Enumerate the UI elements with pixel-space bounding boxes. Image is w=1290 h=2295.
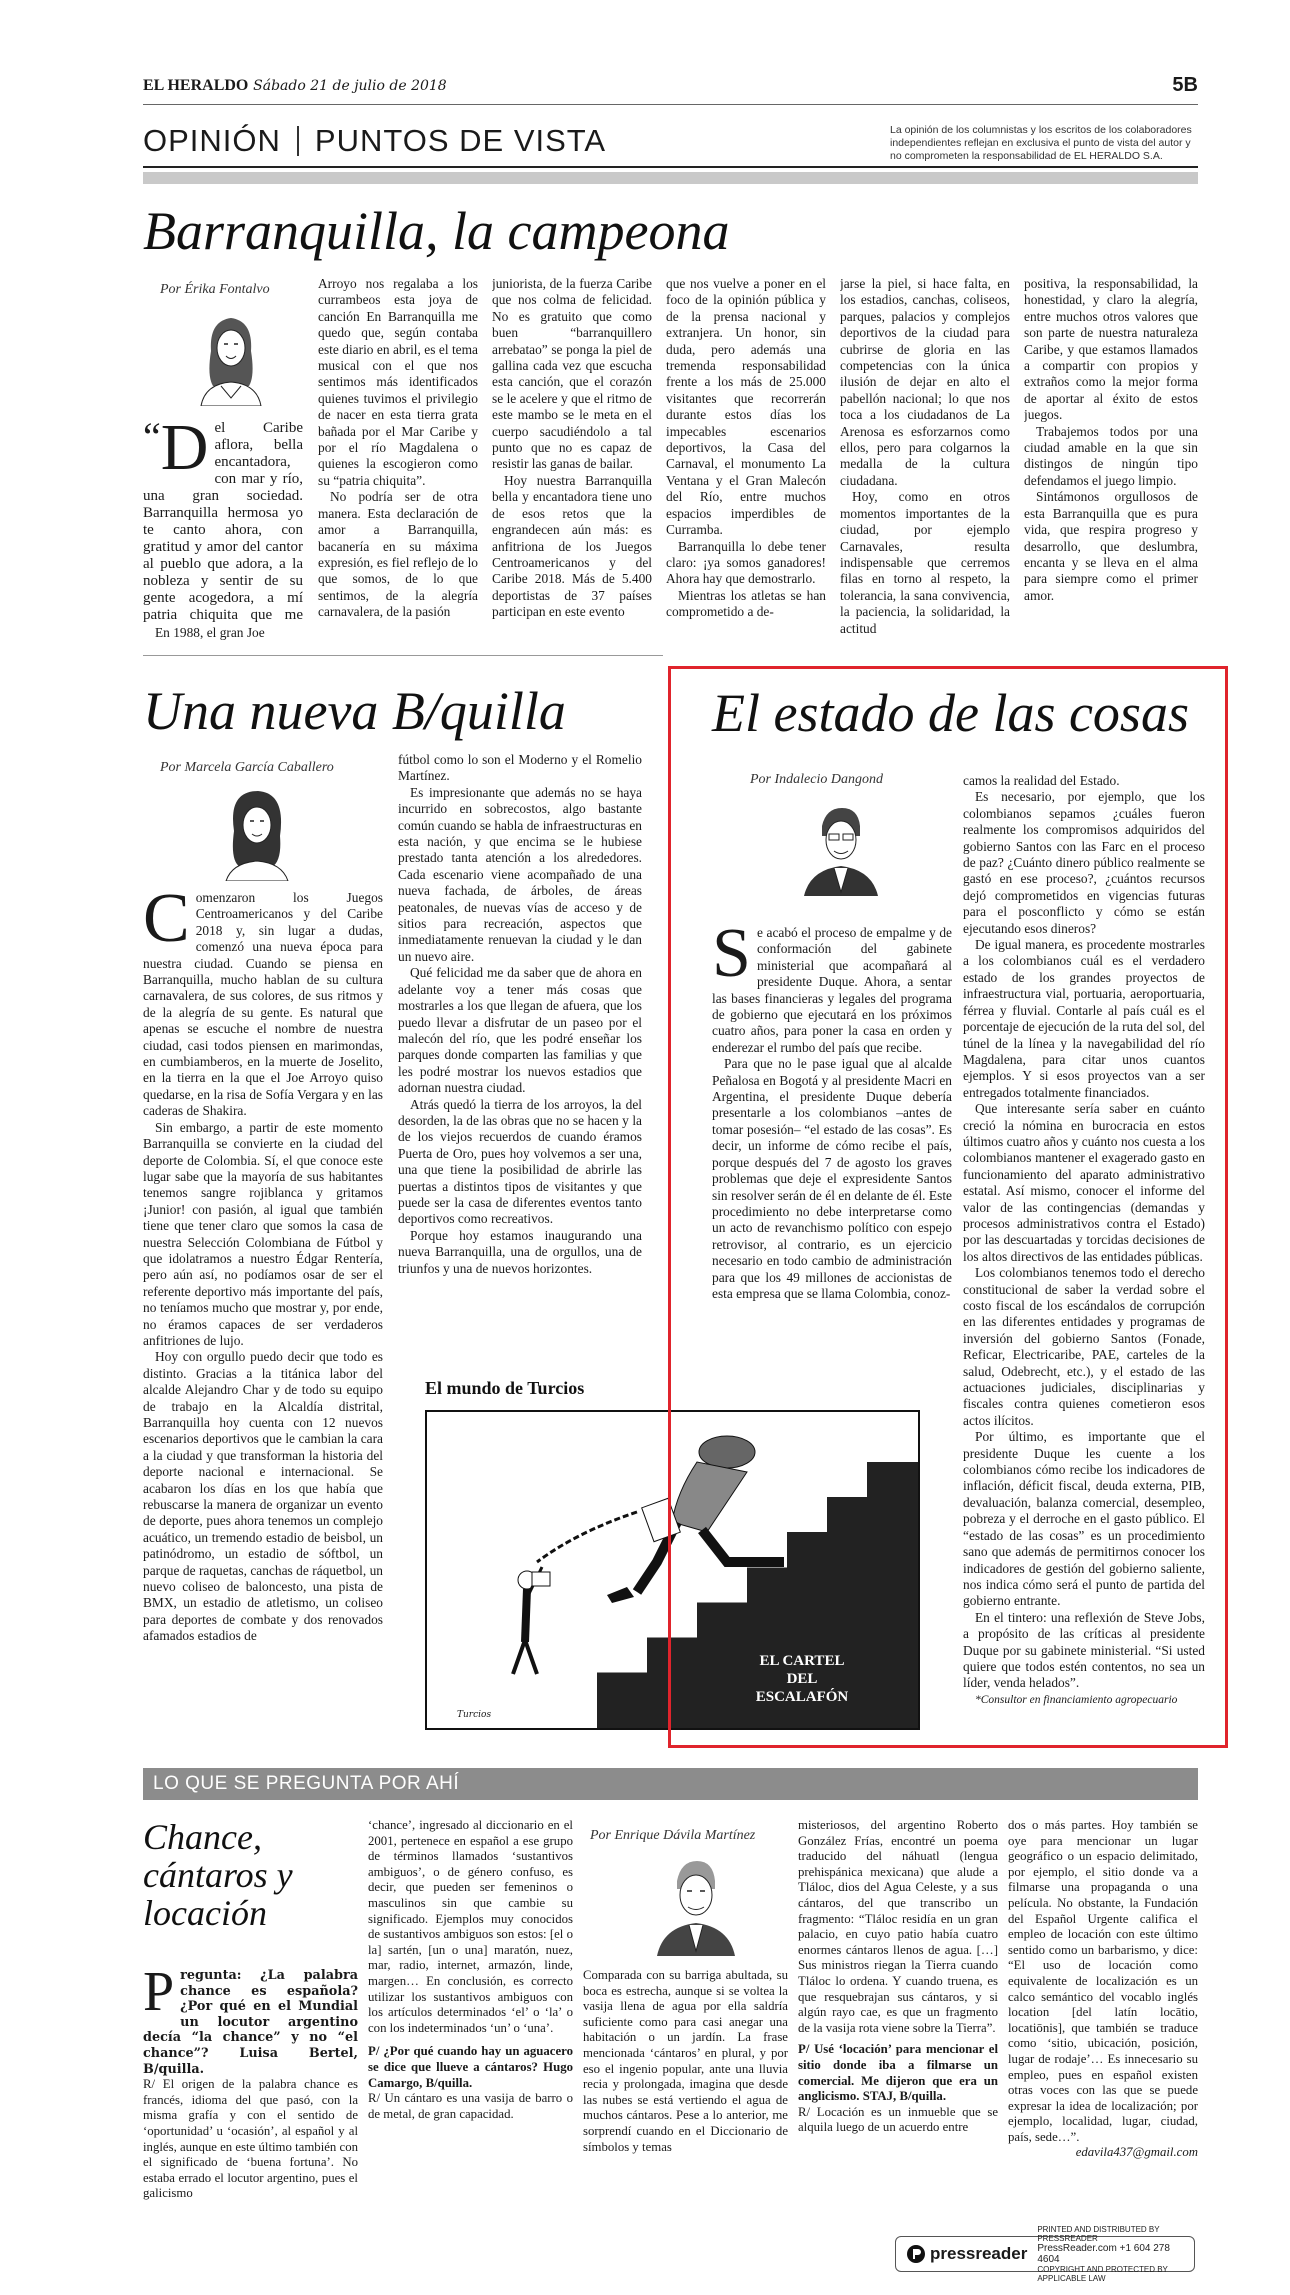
paragraph: jarse la piel, si hace falta, en los estadios, canchas, coliseos, parques, palacios y complejos deportivos de la ciudad para cubrirse de gloria en las competencias con la única ilusión de dejar en alto el pabellón nacional; lo que nos toca a los ciudadanos de La Arenosa es esforzarnos como ellos, pero para colgarnos la medalla de la cultura ciudadana. (840, 276, 1010, 488)
question: regunta: ¿La palabra chance es española? ¿Por qué en el Mundial un locutor argentino decía “la chance” y no “el chance”? Luisa Bertel, B/quilla. (143, 1968, 358, 2077)
paragraph: Los colombianos tenemos todo el derecho constitucional de saber la verdad sobre el costo fiscal de los escándalos de corrupción en las diferentes entidades y programas de inversión del gobierno Santos (Fonade, Reficar, Electricaribe, PAE, carteles de la salud, Odebrecht, etc.), y el estado de las actuaciones judiciales, disciplinarias y fiscales contra quienes cometieron esos actos ilícitos. (963, 1265, 1205, 1428)
paragraph: De igual manera, es procedente mostrarles a los colombianos cuál es el verdadero estado de los grandes proyectos de infraestructura vial, portuaria, aeroportuaria, férrea y fluvial. Contarle al país cuál es el porcentaje de ejecución de la ruta del sol, del túnel de la línea y la navegabilidad del río Magdalena, para citar unos cuantos ejemplos. Y si esos proyectos van a ser entregados totalmente financiados. (963, 937, 1205, 1100)
section-disclaimer: La opinión de los columnistas y los escritos de los colaboradores independientes reflejan en exclusiva el punto de vista del autor y no comprometen la responsabilidad de EL HERALDO S.A. (890, 124, 1192, 162)
pressreader-line: PressReader.com +1 604 278 4604 (1037, 2243, 1170, 2265)
lower-col5 (1008, 1818, 1198, 2228)
paragraph: omenzaron los Juegos Centroamericanos y del Caribe 2018 y, sin lugar a dudas, comenzó una nueva época para nuestra ciudad. Cuando se piensa en Barranquilla, mucho hablan de su cultura carnavalera, de sus colores, de sus ritmos y de la alegría de su gente. Es natural que apenas se escuche el nombre de nuestra ciudad, casi todos piensen en marimondas, en cumbiamberos, en la muerte de Joselito, en la tierra en la que el Joe Arroyo quiso quedarse, en la risa de Sofía Vergara y en las caderas de Shakira. (143, 890, 383, 1119)
article1-col4 (666, 276, 826, 646)
pressreader-info (1037, 2225, 1194, 2283)
article1-col3 (492, 276, 652, 646)
paragraph: Sintámonos orgullosos de esta Barranquilla que es pura vida, que respira progreso y desarrollo, que deslumbra, encanta y se lleva en el alma para siempre como el primer amor. (1024, 489, 1198, 603)
author-note: *Consultor en financiamiento agropecuario (975, 1693, 1178, 1706)
article3-col1 (712, 925, 952, 1725)
article-divider (143, 655, 663, 656)
sign-line: ESCALAFÓN (755, 1689, 849, 1705)
paragraph: Hoy, como en otros momentos importantes de la ciudad, por ejemplo Carnavales, resulta indispensable que cerremos filas en torno al respeto, la tolerancia, la sana convivencia, la paciencia, la solidaridad, la actitud (840, 489, 1010, 636)
page-number: 5B (1172, 74, 1198, 96)
publication-name: EL HERALDO (143, 77, 249, 94)
answer: R/ El origen de la palabra chance es francés, idioma del que pasó, con la misma grafía y con el sentido de ‘oportunidad’ u ‘ocasión’, al español y al inglés, aunque en este último también con el significado de ‘buena fortuna’. No estaba errado el locutor argentino, pues el galicismo (143, 2077, 358, 2201)
headline-line: cántaros y (143, 1855, 293, 1895)
pressreader-badge[interactable] (895, 2225, 1195, 2283)
article3-headline: El estado de las cosas (712, 683, 1189, 743)
headline-line: locación (143, 1893, 267, 1933)
answer: R/ Locación es un inmueble que se alquila luego de un acuerdo entre (798, 2104, 998, 2135)
paragraph: Porque hoy estamos inaugurando una nueva Barranquilla, una de orgullos, una de triunfos y una de nuevos horizontes. (398, 1227, 642, 1276)
paragraph: Es necesario, por ejemplo, que los colombianos sepamos ¿cuáles fueron realmente los compromisos adquiridos del gobierno Santos con las Farc en el proceso de paz? ¿Cuánto dinero público realmente se gastó en ese proceso?, ¿cuántos recursos dejó comprometidos en vigencias futuras para el posconflicto y cómo se están ejecutando esos dineros? (963, 789, 1205, 936)
author-portrait-indalecio (795, 795, 885, 895)
article1-col2 (318, 276, 478, 646)
cartoon-signature: Turcios (457, 1710, 492, 1720)
article3-byline: Por Indalecio Dangond (750, 772, 883, 787)
lower-col2 (368, 1818, 573, 2268)
article1-headline: Barranquilla, la campeona (143, 201, 730, 261)
author-portrait-enrique (650, 1850, 740, 1955)
article2-col2 (398, 752, 642, 1292)
quote-mark: “ (143, 420, 161, 459)
article2-dropcap: C (143, 890, 190, 957)
article1-col6 (1024, 276, 1198, 646)
question: P/ Usé ‘locación’ para mencionar el sitio donde iba a filmarse un comercial. Me dijeron que era un anglicismo. STAJ, B/quilla. (798, 2042, 998, 2104)
paragraph: Mientras los atletas se han comprometido a de- (666, 587, 826, 620)
paragraph: Por último, es importante que el presidente Duque les cuente a los colombianos cómo recibe los indicadores de inflación, déficit fiscal, deuda externa, PIB, devaluación, balanza comercial, desempleo, pobreza y el derroche en el gasto público. El “estado de las cosas” es un procedimiento sano que además de permitirnos conocer los indicadores de gestión del gobierno saliente, nos indica cómo será el punto de partida del gobierno entrante. (963, 1429, 1205, 1609)
paragraph: e acabó el proceso de empalme y de conformación del gabinete ministerial que acompañará al presidente Duque. Ahora, a sentar las bases financieras y legales del programa de gobierno que ejecutará en los próximos cuatro años, para poner la casa en orden y enderezar el rumbo del país que recibe. (712, 925, 952, 1055)
article2-byline: Por Marcela García Caballero (160, 760, 334, 775)
section-header (143, 120, 673, 162)
article1-quote-text: el Caribe aflora, bella encantadora, con mar y río, una gran sociedad. Barranquilla hermosa yo te canto ahora, con gratitud y amor del cantor al pueblo que adora, a la nobleza y sentir de su gente acogedora, a mí patria chiquita que me (143, 420, 303, 623)
paragraph: En 1988, el gran Joe (155, 625, 265, 640)
headline-line: Chance, (143, 1817, 262, 1857)
answer: R/ Un cántaro es una vasija de barro o de metal, de gran capacidad. (368, 2091, 573, 2121)
paragraph: En el tintero: una reflexión de Steve Jobs, a propósito de las críticas al presidente Duque por su gabinete ministerial. “Si usted quiere que todos estén contentos, no sea un líder, venda helados”. (963, 1609, 1205, 1691)
article2-col1 (143, 890, 383, 1730)
article3-dropcap: S (712, 925, 751, 992)
article1-dropcap: D (160, 420, 209, 484)
answer: misteriosos, del argentino Roberto González Frías, encontré un poema traducido del náhuatl (lengua prehispánica mexicana) que alude a Tláloc, dios del Agua Celeste, y a sus cántaros, del que transcribo un fragmento: “Tláloc residía en un gran palacio, en cuyo patio había cuatro enormes cántaros llenos de agua. […] Sus ministros riegan la Tierra cuando Tláloc lo ordena. Y cuando truena, es que resquebrajan sus cántaros, y si algún rayo cae, es que un fragmento de la vasija rota viene sobre la Tierra”. (798, 1818, 998, 2035)
pressreader-brand: pressreader (930, 2244, 1028, 2263)
paragraph: Barranquilla lo debe tener claro: ¡ya somos ganadores! Ahora hay que demostrarlo. (666, 538, 826, 587)
author-email: edavila437@gmail.com (1075, 2145, 1198, 2160)
masthead-rule (143, 104, 1198, 105)
article1-col5 (840, 276, 1010, 646)
section-label-puntos: PUNTOS DE VISTA (314, 123, 607, 158)
cartoon-title: El mundo de Turcios (425, 1378, 585, 1398)
paragraph: Que interesante sería saber en cuánto creció la nómina en burocracia en estos últimos cuatro años y cuánto nos cuesta a los colombianos mantener el exagerado gasto en funcionamiento del aparato administrativo estatal. Así mismo, conocer el informe del valor de las contingencias (demandas y procesos administrativos contra el Estado) por las descuartadas y torcidas decisiones de los altos directivos de las entidades públicas. (963, 1101, 1205, 1264)
answer: ‘chance’, ingresado al diccionario en el 2001, pertenece en español a ese grupo de términos llamados ‘sustantivos ambiguos’, o de género confuso, es decir, que pueden ser femeninos o masculinos sin que cambie su significado. Ejemplos muy conocidos de sustantivos ambiguos son estos: [el o la] sartén, [un o una] maratón, nuez, mar, radio, internet, armazón, linde, margen… En conclusión, es correcto utilizar los sustantivos ambiguos con los artículos determinados ‘el’ o ‘la’ o con los indeterminados ‘un’ o ‘una’. (368, 1818, 573, 2035)
lower-col1 (143, 1968, 358, 2268)
lower-byline: Por Enrique Dávila Martínez (590, 1828, 756, 1843)
pressreader-line: COPYRIGHT AND PROTECTED BY APPLICABLE LAW (1037, 2265, 1168, 2283)
paragraph: Sin embargo, a partir de este momento Barranquilla se convierte en la ciudad del deporte de Colombia. Sí, el que conoce este lugar sabe que la mayoría de sus habitantes tenemos sangre rojiblanca y gritamos ¡Junior! con pasión, al igual que también tiene que tener claro que somos la casa de nuestra Selección Colombiana de Fútbol y que idolatramos a nuestro Édgar Rentería, pero aún así, no podíamos osar de ser el referente deportivo más importante del país, no teníamos mucho que mostrar y, por ende, no éramos capaces de ser verdaderos anfitriones de lujo. (143, 1119, 383, 1348)
paragraph: No podría ser de otra manera. Esta declaración de amor a Barranquilla, bacanería en su máxima expresión, es fiel reflejo de lo que somos, de lo que sentimos, de la alegría carnavalera, de la pasión (318, 489, 478, 620)
paragraph: Qué felicidad me da saber que de ahora en adelante voy a tener más cosas que mostrarles a los que llegan de afuera, que los puedo llevar a disfrutar de un paseo por el malecón del río, que les podré enseñar los parques donde comparten las familias y que les podré mostrar los nuevos estadios que adornan nuestra ciudad. (398, 965, 642, 1096)
section-divider (297, 126, 299, 156)
paragraph: Trabajemos todos por una ciudad amable en la que sin distingos de ningún tipo defendamos el juego limpio. (1024, 423, 1198, 488)
article1-byline: Por Érika Fontalvo (160, 282, 270, 297)
answer: Comparada con su barriga abultada, su boca es estrecha, aunque si se voltea la vasija llena de agua por ella saldría suficiente como para casi anegar una habitación o un jardín. La frase mencionada ‘cántaros’ en plural, y por eso el ingenio popular, ante una lluvia recia y prolongada, imagina que desde las nubes se está vertiendo el agua de muchos cántaros. Pese a lo anterior, me sorprendí cuando en el Diccionario de símbolos y temas (583, 1968, 788, 2154)
article3-col2 (963, 773, 1205, 1741)
masthead (143, 76, 1198, 98)
pressreader-icon (906, 2244, 926, 2264)
author-portrait-erika (190, 305, 270, 405)
section-rule (143, 166, 1198, 168)
paragraph: juniorista, de la fuerza Caribe que nos colma de felicidad. No es gratuito que como buen “barranquillero arrebatao” se ponga la piel de gallina cada vez que escucha esta canción, que el corazón se le acelere y que el ritmo de este mambo se le meta en el cuerpo sacudiéndolo a tal punto que no es capaz de resistir las ganas de bailar. (492, 276, 652, 472)
paragraph: fútbol como lo son el Moderno y el Romelio Martínez. (398, 752, 642, 784)
lower-headline (143, 1818, 343, 1932)
sign-line: DEL (786, 1671, 818, 1687)
lower-dropcap: P (143, 1968, 175, 2023)
paragraph: que nos vuelve a poner en el foco de la opinión pública y de la prensa nacional y extranjera. Un honor, sin duda, pero además una tremenda responsabilidad frente a los más de 25.000 visitantes que recorrerán durante estos días los impecables escenarios deportivos, la Casa del Carnaval, el monumento La Ventana y el Gran Malecón del Río, entre muchos espacios imperdibles de Curramba. (666, 276, 826, 538)
article1-quote (143, 420, 303, 625)
question: P/ ¿Por qué cuando hay un aguacero se dice que llueve a cántaros? Hugo Camargo, B/quilla. (368, 2044, 573, 2090)
paragraph: Para que no le pase igual que al alcalde Peñalosa en Bogotá y al presidente Macri en Argentina, el presidente Duque debería presentarle a los colombianos –antes de tomar posesión– “el estado de las cosas”. Es decir, un informe de cómo recibe el país, porque después del 7 de agosto los graves problemas que deje el expresidente Santos sin resolver serán de él en delante de él. Este procedimiento no debe interpretarse como un acto de revanchismo político con espejo retrovisor, al contrario, es un ejercicio necesario en todo cambio de administración para que los 49 millones de accionistas de esta empresa que se llama Colombia, conoz- (712, 1056, 952, 1301)
paragraph: Hoy con orgullo puedo decir que todo es distinto. Gracias a la titánica labor del alcalde Alejandro Char y de todo su equipo de trabajo en la Alcaldía distrital, Barranquilla hoy cuenta con 12 nuevos escenarios deportivos que le cambian la cara a la ciudad y que transforman la historia del deporte nacional e internacional. Se acabaron los días en los que había que rebuscarse la manera de organizar un evento de deporte, pues ahora tenemos un complejo acuático, un tremendo estadio de beisbol, un patinódromo, un estadio de sóftbol, un parque de raquetas, canchas de ráquetbol, un nuevo coliseo de baloncesto, una pista de BMX, un estadio de atletismo, un coliseo para deportes de combate y dos renovados afamados estadios de (143, 1349, 383, 1644)
paragraph: Atrás quedó la tierra de los arroyos, la del desorden, la de las obras que no se hacen y la de los viejos recuerdos de cuando éramos Puerta de Oro, pues hoy volvemos a ser una, una que tiene la posibilidad de abrirle las puertas a distintos tipos de visitantes y que puede ser la casa de diferentes eventos tanto deportivos como recreativos. (398, 1096, 642, 1227)
pressreader-line: PRINTED AND DISTRIBUTED BY PRESSREADER (1037, 2225, 1160, 2243)
article1-col1-end (143, 625, 303, 645)
paragraph: camos la realidad del Estado. (963, 773, 1120, 788)
paragraph: positiva, la responsabilidad, la honestidad, y claro la alegría, entre muchos otros valores que son parte de nuestra naturaleza Caribe, y que estamos llamados a compartir con propios y extraños como la mejor forma de aportar al éxito de estos juegos. (1024, 276, 1198, 423)
lower-col3 (583, 1968, 788, 2268)
lower-section-bar: LO QUE SE PREGUNTA POR AHÍ (143, 1768, 1198, 1800)
issue-date: Sábado 21 de julio de 2018 (253, 78, 447, 94)
section-label-opinion: OPINIÓN (143, 123, 281, 158)
lower-col4 (798, 1818, 998, 2268)
paragraph: Arroyo nos regalaba a los currambeos esta joya de canción En Barranquilla me quedo que, según contaba este diario en abril, es el tema musical con el que nos sentimos más identificados quienes tuvimos el privilegio de nacer en esta tierra grata bañada por el Mar Caribe y por el río Magdalena o quienes la escogieron como su “patria chiquita”. (318, 276, 478, 488)
section-gray-band (143, 172, 1198, 184)
author-portrait-marcela (215, 780, 295, 880)
pressreader-logo (906, 2244, 1027, 2264)
paragraph: Hoy nuestra Barranquilla bella y encantadora tiene uno de esos retos que la engrandecen aún más: es anfitriona de los Juegos Centroamericanos y del Caribe 2018. Más de 5.400 deportistas de 37 países participan en este evento (492, 472, 652, 620)
paragraph: Es impresionante que además no se haya incurrido en sobrecostos, algo bastante común cuando se habla de infraestructuras en esta nación, y que encima se le hubiese prestado tanta atención a los alrededores. Cada escenario viene acompañado de una nueva fachada, de árboles, de áreas peatonales, de nuevas vías de acceso y de sitios para recreación, aspectos que inmediatamente renuevan la ciudad y le dan un nuevo aire. (398, 784, 642, 964)
article2-headline: Una nueva B/quilla (143, 681, 566, 741)
sign-line: EL CARTEL (759, 1653, 845, 1669)
answer: dos o más partes. Hoy también se oye para mencionar un lugar geográfico o un espacio delimitado, por ejemplo, el sitio donde va a filmarse una propaganda o una película. No obstante, la Fundación del Español Urgente califica el empleo de locación con este último sentido como un barbarismo, y dice: “El uso de locación como equivalente de localización es un calco semántico del vocablo inglés location [del latín locātio, locatiōnis], que también se traduce como ‘sitio, ubicación, posición, lugar de rodaje’… Es innecesario su empleo, pues en español existen otras voces con las que se puede expresar la idea de localización; por ejemplo, localidad, lugar, ciudad, país, sede…”. (1008, 1818, 1198, 2144)
